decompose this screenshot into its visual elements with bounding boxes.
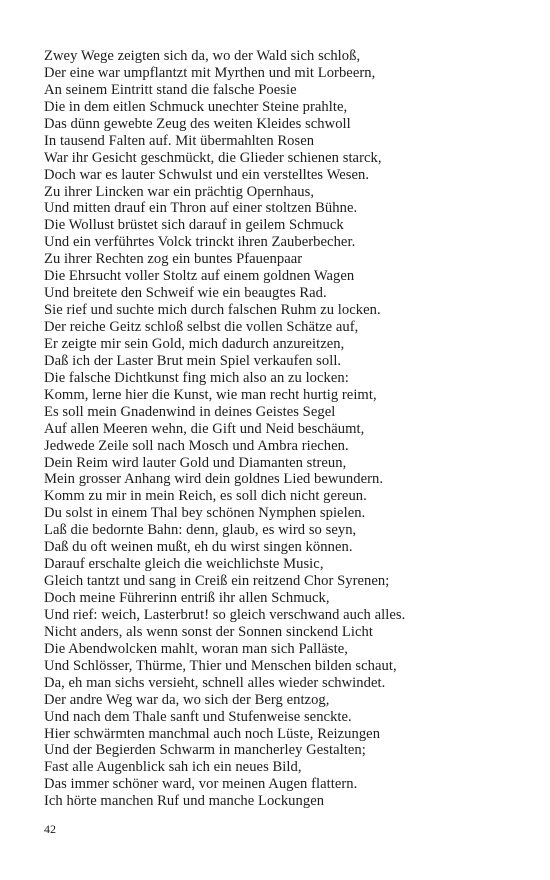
poem-line: Der reiche Geitz schloß selbst die vollen Schätze auf, [44, 319, 359, 335]
poem-line: Fast alle Augenblick sah ich ein neues Bild, [44, 759, 302, 776]
poem-line: Doch meine Führerinn entriß ihr allen Schmuck, [44, 590, 330, 606]
poem-line: Die Abendwolcken mahlt, woran man sich Palläste, [44, 640, 348, 657]
poem-line: Mein grosser Anhang wird dein goldnes Lied bewundern. [44, 471, 384, 488]
poem-line: Nicht anders, als wenn sonst der Sonnen sinckend Licht [44, 623, 373, 640]
poem-line: Doch war es lauter Schwulst und ein verstelltes Wesen. [44, 166, 370, 183]
poem-line: Er zeigte mir sein Gold, mich dadurch anzureitzen, [44, 335, 345, 352]
poem-text-block [44, 48, 524, 810]
poem-line: Und Schlösser, Thürme, Thier und Menschen bilden schaut, [44, 657, 397, 674]
poem-line: Hier schwärmten manchmal auch noch Lüste, Reizungen [44, 725, 381, 742]
poem-line: Komm zu mir in mein Reich, es soll dich nicht gereun. [44, 488, 367, 505]
poem-line: Die Ehrsucht voller Stoltz auf einem goldnen Wagen [44, 268, 355, 285]
poem-line: Und breitete den Schweif wie ein beaugtes Rad. [44, 285, 327, 302]
poem-line: Es soll mein Gnadenwind in deines Geistes Segel [44, 403, 336, 420]
poem-line: Komm, lerne hier die Kunst, wie man recht hurtig reimt, [44, 386, 377, 403]
poem-line: Und rief: weich, Lasterbrut! so gleich verschwand auch alles. [44, 606, 406, 623]
poem-line: War ihr Gesicht geschmückt, die Glieder schienen starck, [44, 149, 382, 166]
poem-line: Und mitten drauf ein Thron auf einer stoltzen Bühne. [44, 200, 358, 217]
poem-line: Zu ihrer Lincken war ein prächtig Opernhaus, [44, 183, 315, 200]
page-number: 42 [44, 822, 56, 836]
poem-line: Laß die bedornte Bahn: denn, glaub, es wird so seyn, [44, 522, 357, 539]
poem-line: Und ein verführtes Volck trinckt ihren Zauberbecher. [44, 234, 356, 251]
poem-line: Und nach dem Thale sanft und Stufenweise senckte. [44, 708, 352, 725]
poem-line: Das immer schöner ward, vor meinen Augen flattern. [44, 776, 358, 793]
poem-line: Zu ihrer Rechten zog ein buntes Pfauenpaar [44, 251, 303, 268]
poem-line: Das dünn gewebte Zeug des weiten Kleides schwoll [44, 115, 351, 132]
poem-line: Der eine war umpflantzt mit Myrthen und mit Lorbeern, [44, 64, 376, 81]
poem-line: Daß du oft weinen mußt, eh du wirst singen können. [44, 539, 353, 556]
poem-line: Du solst in einem Thal bey schönen Nymphen spielen. [44, 505, 366, 522]
poem-line: Jedwede Zeile soll nach Mosch und Ambra riechen. [44, 437, 349, 454]
poem-line: In tausend Falten auf. Mit übermahlten Rosen [44, 132, 315, 149]
poem-line: Sie rief und suchte mich durch falschen Ruhm zu locken. [44, 302, 381, 319]
poem-line: Gleich tantzt und sang in Creiß ein reitzend Chor Syrenen; [44, 573, 390, 590]
poem-line: Und der Begierden Schwarm in mancherley Gestalten; [44, 742, 366, 759]
poem-line: Ich hörte manchen Ruf und manche Lockungen [44, 793, 325, 810]
poem-line: Die in dem eitlen Schmuck unechter Steine prahlte, [44, 98, 348, 115]
poem-line: Darauf erschalte gleich die weichlichste Music, [44, 556, 324, 573]
poem-line: Dein Reim wird lauter Gold und Diamanten streun, [44, 454, 347, 471]
poem-line: Da, eh man sichs versieht, schnell alles wieder schwindet. [44, 674, 386, 691]
poem-line: Auf allen Meeren wehn, die Gift und Neid beschäumt, [44, 420, 365, 437]
poem-line: Zwey Wege zeigten sich da, wo der Wald sich schloß, [44, 48, 361, 64]
poem-line: Daß ich der Laster Brut mein Spiel verkaufen soll. [44, 352, 342, 369]
poem-line: Der andre Weg war da, wo sich der Berg entzog, [44, 691, 330, 708]
poem-line: Die Wollust brüstet sich darauf in geilem Schmuck [44, 217, 344, 234]
poem-line: Die falsche Dichtkunst fing mich also an zu locken: [44, 369, 349, 386]
poem-line: An seinem Eintritt stand die falsche Poesie [44, 81, 297, 98]
